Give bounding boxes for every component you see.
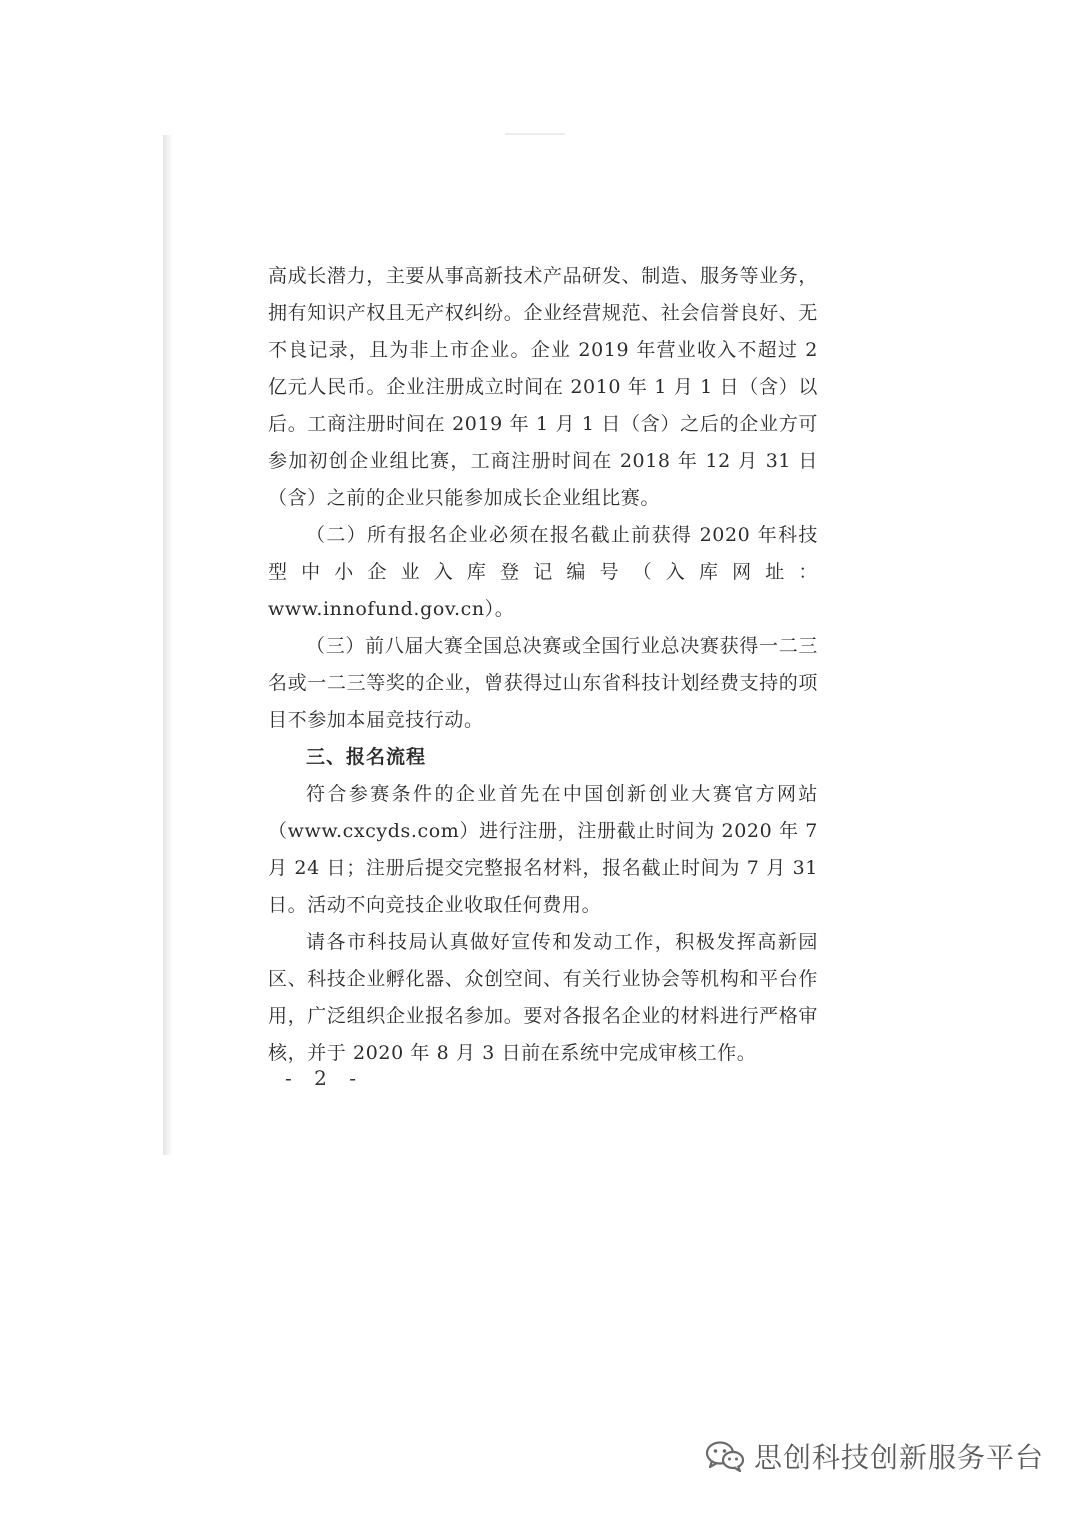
section-heading-registration-process: 三、报名流程 <box>306 746 427 768</box>
paragraph-registration-number: （二）所有报名企业必须在报名截止前获得 2020 年科技型中小企业入库登记编号（入库网址：www.innofund.gov.cn）。 <box>268 524 818 620</box>
paragraph-instructions: 请各市科技局认真做好宣传和发动工作，积极发挥高新园区、科技企业孵化器、众创空间、有关行业协会等机构和平台作用，广泛组织企业报名参加。要对各报名企业的材料进行严格审核，并于 2020 年 8 月 3 日前在系统中完成审核工作。 <box>268 931 818 1064</box>
paragraph-exclusions: （三）前八届大赛全国总决赛或全国行业总决赛获得一二三名或一二三等奖的企业，曾获得过山东省科技计划经费支持的项目不参加本届竞技行动。 <box>268 635 818 731</box>
scan-edge-shadow <box>163 135 173 1155</box>
wechat-icon <box>704 1440 746 1472</box>
scan-mark <box>505 133 565 135</box>
watermark <box>704 1436 1044 1476</box>
page-number: - 2 - <box>285 1066 364 1090</box>
document-body <box>268 258 818 1072</box>
watermark-text: 思创科技创新服务平台 <box>753 1441 1044 1474</box>
paragraph-eligibility: 高成长潜力，主要从事高新技术产品研发、制造、服务等业务，拥有知识产权且无产权纠纷。企业经营规范、社会信誉良好、无不良记录，且为非上市企业。企业 2019 年营业收入不超过 2 亿元人民币。企业注册成立时间在 2010 年 1 月 1 日（含）以后。工商注册时间在 2019 年 1 月 1 日（含）之后的企业方可参加初创企业组比赛，工商注册时间在 2018 年 12 月 31 日（含）之前的企业只能参加成长企业组比赛。 <box>268 265 818 509</box>
paragraph-registration-process: 符合参赛条件的企业首先在中国创新创业大赛官方网站（www.cxcyds.com）进行注册，注册截止时间为 2020 年 7 月 24 日；注册后提交完整报名材料，报名截止时间为 7 月 31 日。活动不向竞技企业收取任何费用。 <box>268 783 818 916</box>
